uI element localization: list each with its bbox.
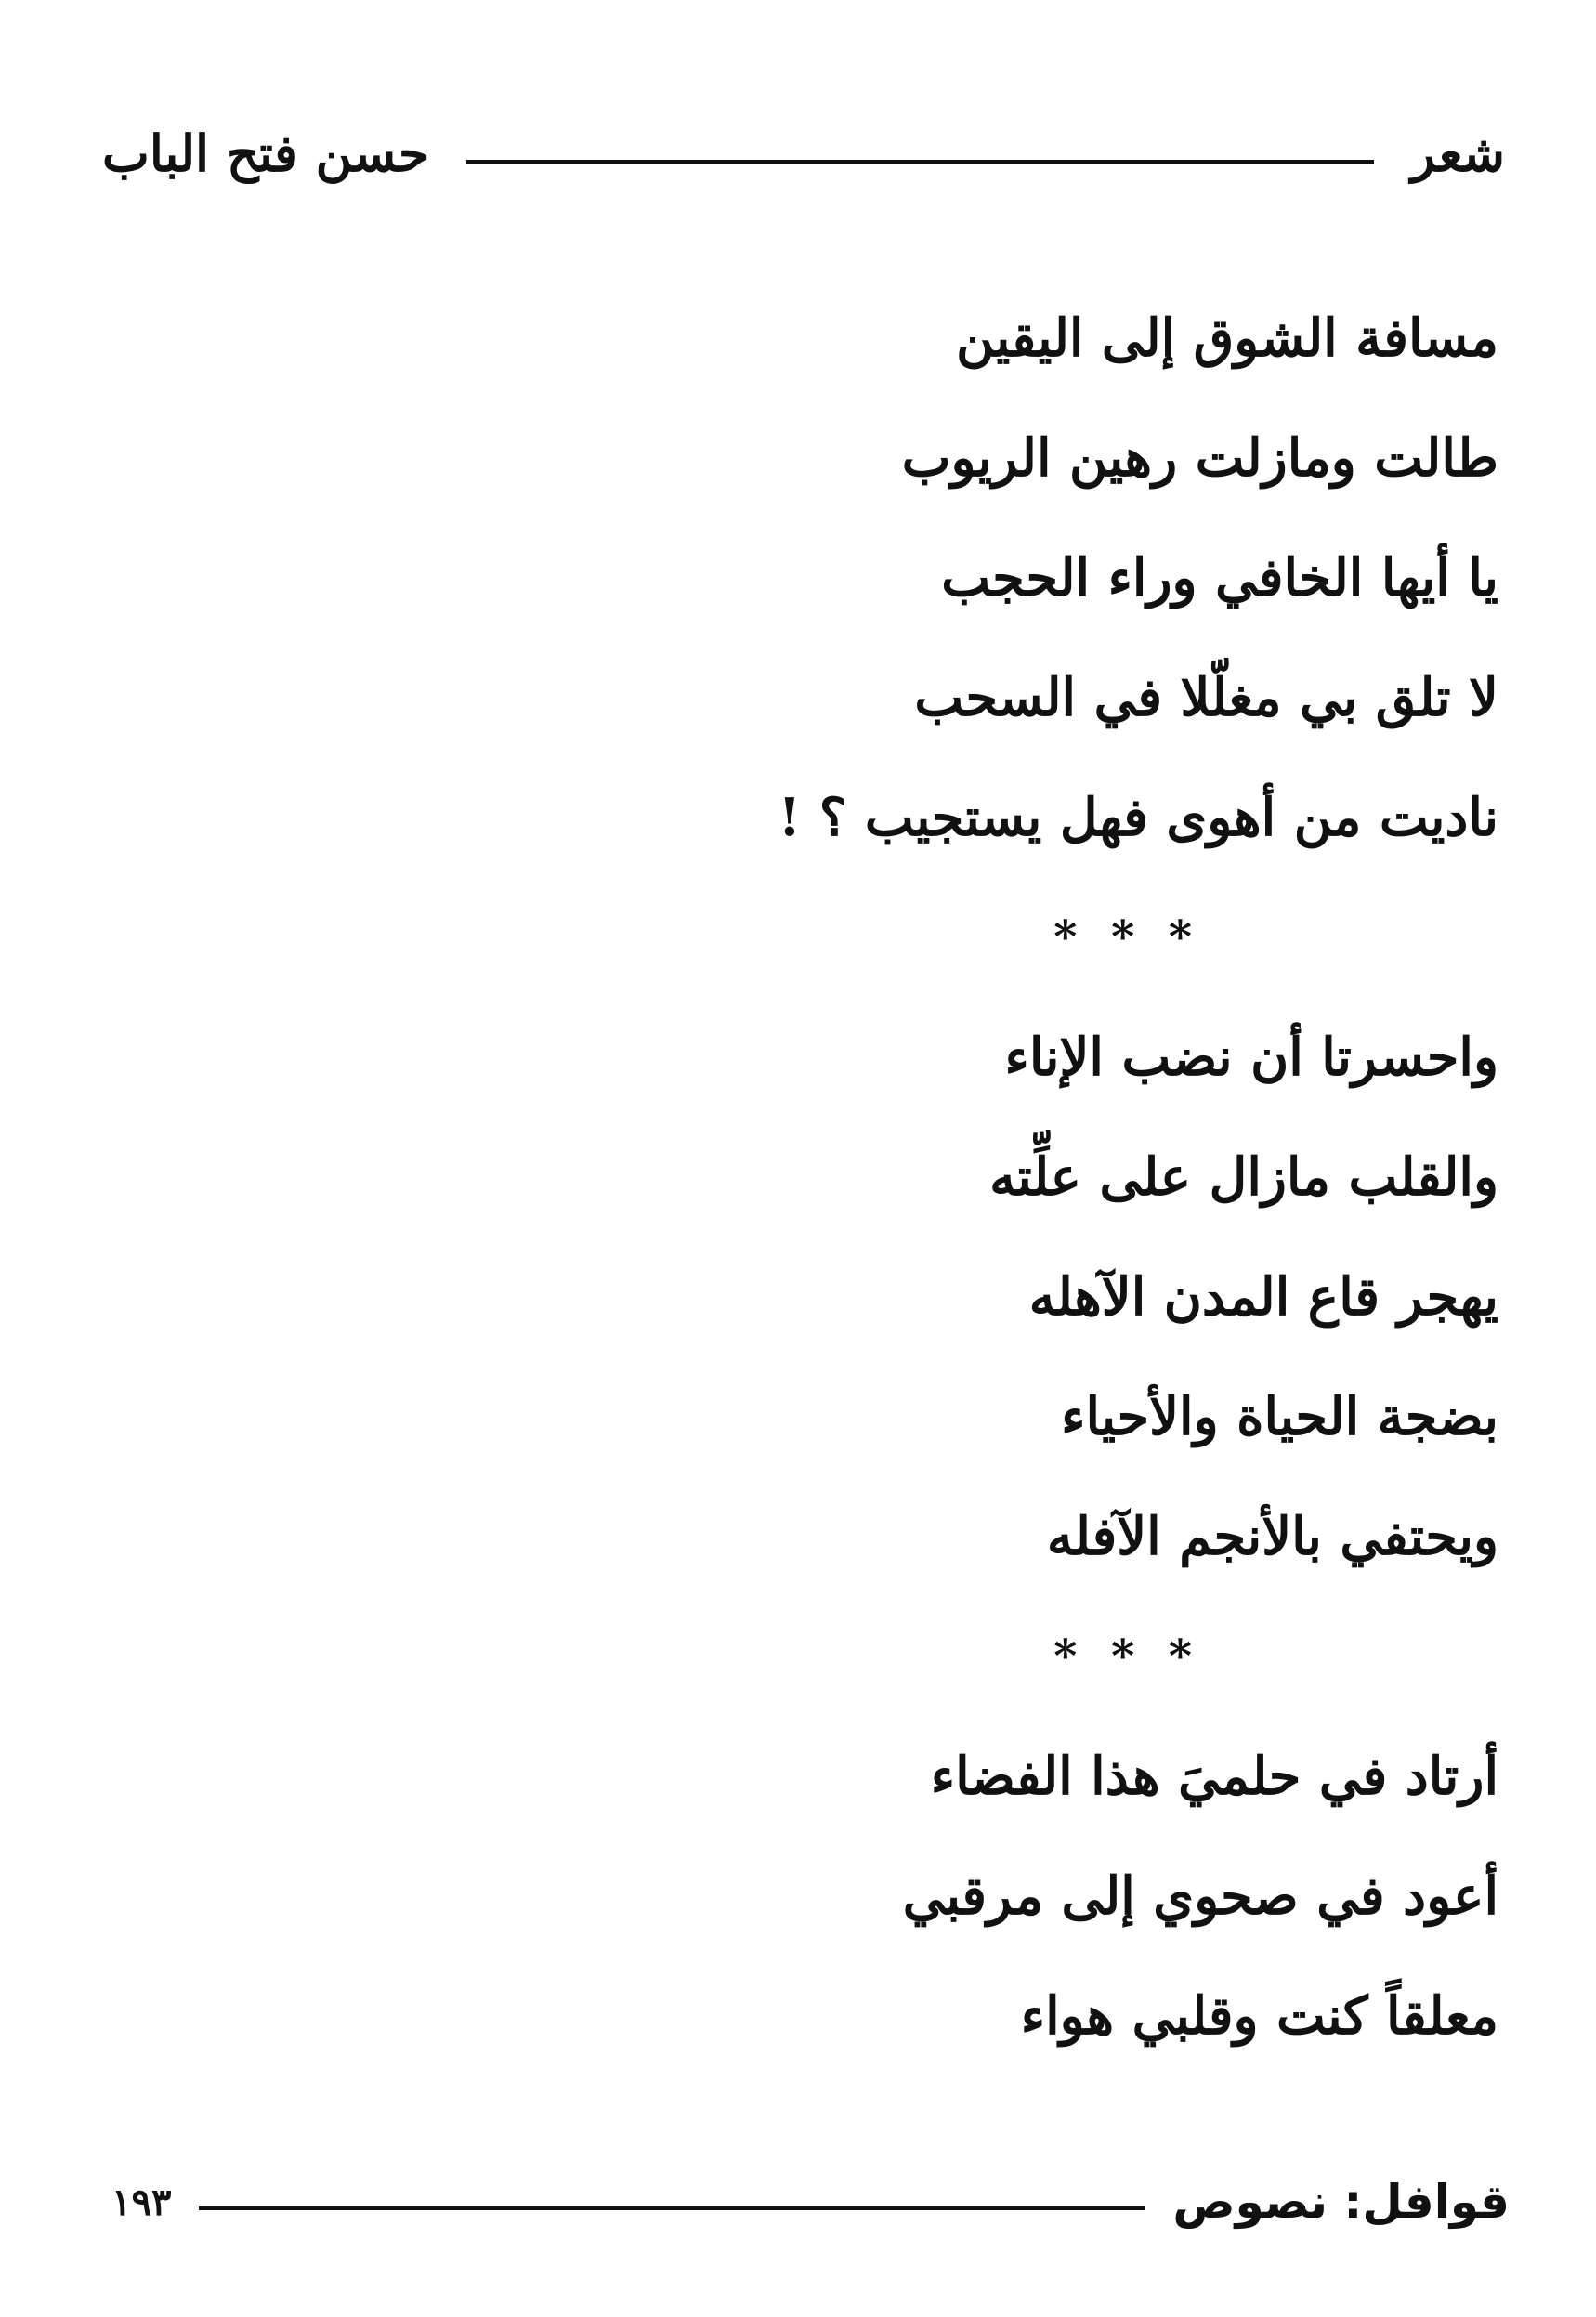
poem-line: بضجة الحياة والأحياء <box>1061 1386 1498 1447</box>
stanza-separator: * * * <box>1053 1630 1201 1682</box>
poem-line: يهجر قاع المدن الآهله <box>1028 1266 1498 1328</box>
poem-line: معلقاً كنت وقلبي هواء <box>1020 1985 1498 2047</box>
poem-line: والقلب مازال على علِّته <box>989 1146 1498 1208</box>
poem-line: ويحتفي بالأنجم الآفله <box>1046 1506 1498 1567</box>
poem-line: واحسرتا أن نضب الإناء <box>1004 1027 1498 1088</box>
poem-line: ناديت من أهوى فهل يستجيب ؟ ! <box>778 787 1498 848</box>
page-number: ١٩٣ <box>111 2180 172 2224</box>
poem-line: يا أيها الخافي وراء الحجب <box>941 547 1498 609</box>
poem-line: أعود في صحوي إلى مرقبي <box>902 1865 1498 1927</box>
poem-line: أرتاد في حلميَ هذا الفضاء <box>930 1746 1498 1807</box>
footer-rule <box>199 2206 1145 2210</box>
book-name: قوافل: نصوص <box>1172 2175 1510 2229</box>
author-name: حسن فتح الباب <box>102 124 430 183</box>
page-header <box>102 111 1505 195</box>
poem-line: طالت ومازلت رهين الريوب <box>901 427 1498 489</box>
stanza-separator: * * * <box>1053 911 1201 963</box>
page-footer <box>111 2165 1510 2239</box>
section-name: شعر <box>1410 124 1505 183</box>
header-rule <box>466 160 1374 164</box>
poem-line: مسافة الشوق إلى اليقين <box>956 308 1498 369</box>
poem-body <box>477 279 1498 2076</box>
poem-line: لا تلق بي مغلّلا في السحب <box>914 667 1498 728</box>
